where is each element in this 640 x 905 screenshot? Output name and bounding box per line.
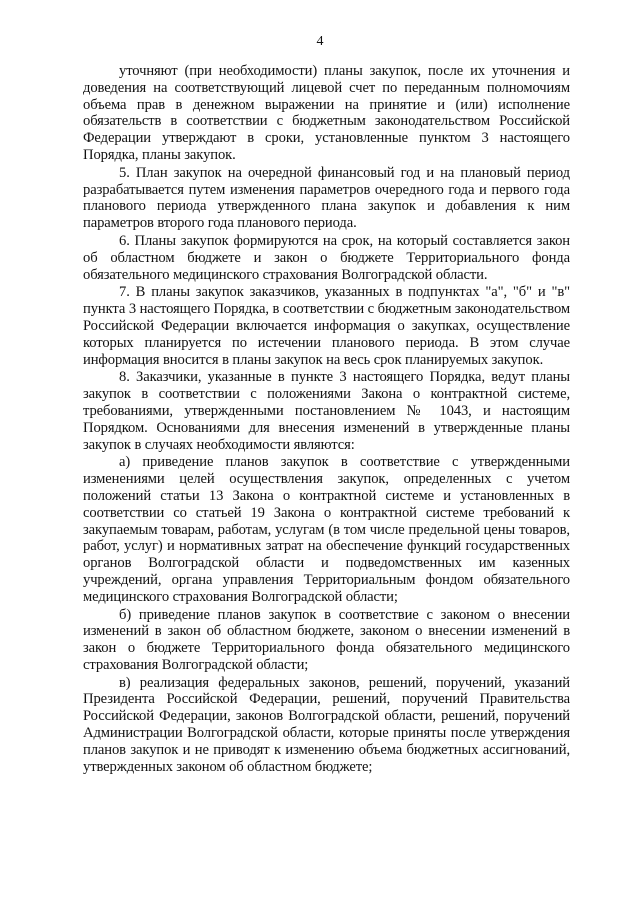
page-number: 4: [316, 34, 324, 49]
document-body: [83, 63, 570, 776]
paragraph-item-7: 7. В планы закупок заказчиков, указанных в подпунктах "а", "б" и "в" пункта 3 настоящего Порядка, в соответствии с бюджетным законодательством Российской Федерации включается информация о закупках, осуществление которых планируется по истечении планового периода. В этом случае информация вносится в планы закупок на весь срок планируемых закупок.: [83, 284, 570, 368]
paragraph-item-5: 5. План закупок на очередной финансовый год и на плановый период разрабатывается путем изменения параметров очередного года и первого года планового периода утвержденного плана закупок и добавления к ним параметров второго года планового периода.: [83, 164, 570, 232]
paragraph-subitem-b: б) приведение планов закупок в соответствие с законом о внесении изменений в закон об областном бюджете, законом о внесении изменений в закон о бюджете Территориального фонда обязательного медицинского страхования Волгоградской области;: [83, 606, 570, 673]
paragraph-subitem-v: в) реализация федеральных законов, решений, поручений, указаний Президента Российской Федерации, решений, поручений Правительства Российской Федерации, законов Волгоградской области, решений, поручений Администрации Волгоградской области, которые приняты после утверждения планов закупок и не приводят к изменению объема бюджетных ассигнований, утвержденных законом об областном бюджете;: [83, 674, 570, 775]
paragraph-item-6: 6. Планы закупок формируются на срок, на который составляется закон об областном бюджете и закон о бюджете Территориального фонда обязательного медицинского страхования Волгоградской области.: [83, 232, 570, 283]
paragraph-item-8: 8. Заказчики, указанные в пункте 3 настоящего Порядка, ведут планы закупок в соответствии с положениями Закона о контрактной системе, требованиями, утвержденными постановлением № 1043, и настоящим Порядком. Основаниями для внесения изменений в утвержденные планы закупок в случаях необходимости являются:: [83, 369, 570, 453]
paragraph-subitem-a: а) приведение планов закупок в соответствие с утвержденными изменениями целей осуществления закупок, определенных с учетом положений статьи 13 Закона о контрактной системе и установленных в соответствии со статьей 19 Закона о контрактной системе требований к закупаемым товарам, работам, услугам (в том числе предельной цены товаров, работ, услуг) и нормативных затрат на обеспечение функций государственных органов Волгоградской области и подведомственных им казенных учреждений, органа управления Территориальным фондом обязательного медицинского страхования Волгоградской области;: [83, 454, 570, 605]
paragraph-continuation: уточняют (при необходимости) планы закупок, после их уточнения и доведения на соответствующий лицевой счет по переданным полномочиям объема прав в денежном выражении на принятие и (или) исполнение обязательств в соответствии с бюджетным законодательством Российской Федерации утверждают в сроки, установленные пунктом 3 настоящего Порядка, планы закупок.: [83, 63, 570, 163]
